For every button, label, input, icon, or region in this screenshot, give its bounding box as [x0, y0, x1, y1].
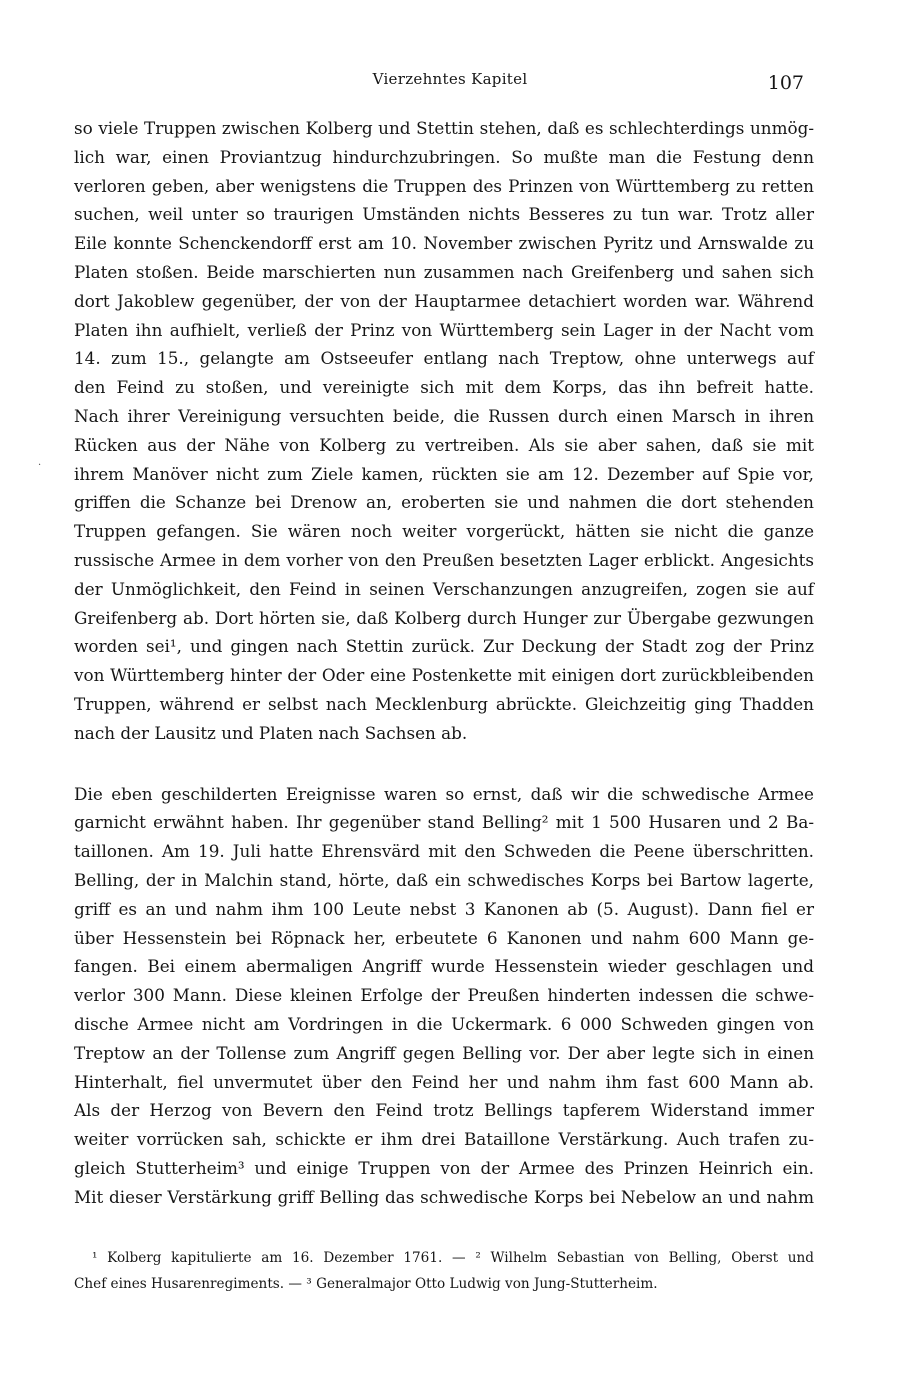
text-line: fangen. Bei einem abermaligen Angriff wurde Hessenstein wieder geschlagen und [74, 956, 814, 977]
text-line: dort Jakoblew gegenüber, der von der Hauptarmee detachiert worden war. Während [74, 290, 814, 311]
text-line: 14. zum 15., gelangte am Ostseeufer entlang nach Treptow, ohne unterwegs auf [74, 348, 814, 369]
text-line: der Unmöglichkeit, den Feind in seinen Verschanzungen anzugreifen, zogen sie auf [74, 578, 814, 599]
text-line: Truppen, während er selbst nach Mecklenburg abrückte. Gleichzeitig ging Thadden [74, 693, 814, 714]
text-line: Hinterhalt, fiel unvermutet über den Feind her und nahm ihm fast 600 Mann ab. [74, 1071, 814, 1092]
text-line: Die eben geschilderten Ereignisse waren so ernst, daß wir die schwedische Armee [74, 783, 814, 804]
text-line: Belling, der in Malchin stand, hörte, daß ein schwedisches Korps bei Bartow lagerte, [74, 869, 814, 890]
text-line: griffen die Schanze bei Drenow an, eroberten sie und nahmen die dort stehenden [74, 492, 814, 513]
text-line: Truppen gefangen. Sie wären noch weiter vorgerückt, hätten sie nicht die ganze [74, 521, 814, 542]
text-line: verlor 300 Mann. Diese kleinen Erfolge der Preußen hinderten indessen die schwe- [74, 985, 814, 1006]
paragraph-1 [74, 114, 814, 748]
paragraph-2 [74, 780, 814, 1212]
paragraph-gap [74, 748, 814, 780]
text-line: nach der Lausitz und Platen nach Sachsen ab. [74, 722, 468, 743]
text-line: Greifenberg ab. Dort hörten sie, daß Kolberg durch Hunger zur Übergabe gezwungen [74, 607, 814, 628]
text-line: Platen ihn aufhielt, verließ der Prinz von Württemberg sein Lager in der Nacht vom [74, 319, 814, 340]
text-line: über Hessenstein bei Röpnack her, erbeutete 6 Kanonen und nahm 600 Mann ge- [74, 927, 814, 948]
text-line: suchen, weil unter so traurigen Umständen nichts Besseres zu tun war. Trotz aller [74, 204, 814, 225]
text-line: garnicht erwähnt haben. Ihr gegenüber stand Belling² mit 1 500 Husaren und 2 Ba- [74, 812, 814, 833]
text-line: Rücken aus der Nähe von Kolberg zu vertreiben. Als sie aber sahen, daß sie mit [74, 434, 814, 455]
running-head: Vierzehntes Kapitel [372, 70, 528, 88]
text-line: von Württemberg hinter der Oder eine Postenkette mit einigen dort zurückbleibenden [74, 665, 814, 686]
margin-dot: · [38, 460, 42, 471]
text-line: verloren geben, aber wenigstens die Truppen des Prinzen von Württemberg zu retten [74, 175, 814, 196]
text-line: taillonen. Am 19. Juli hatte Ehrensvärd mit den Schweden die Peene überschritten. [74, 841, 814, 862]
text-line: den Feind zu stoßen, und vereinigte sich mit dem Korps, das ihn befreit hatte. [74, 377, 814, 398]
footnotes [74, 1245, 814, 1297]
text-line: worden sei¹, und gingen nach Stettin zurück. Zur Deckung der Stadt zog der Prinz [74, 636, 814, 657]
text-line: Mit dieser Verstärkung griff Belling das schwedische Korps bei Nebelow an und nahm [74, 1186, 814, 1207]
text-line: Eile konnte Schenckendorff erst am 10. November zwischen Pyritz und Arnswalde zu [74, 233, 814, 254]
text-line: Platen stoßen. Beide marschierten nun zusammen nach Greifenberg und sahen sich [74, 261, 814, 282]
text-line: ihrem Manöver nicht zum Ziele kamen, rückten sie am 12. Dezember auf Spie vor, [74, 463, 814, 484]
page-number: 107 [767, 72, 804, 94]
text-line: griff es an und nahm ihm 100 Leute nebst 3 Kanonen ab (5. August). Dann fiel er [74, 898, 814, 919]
body-text [74, 114, 814, 1211]
text-line: lich war, einen Proviantzug hindurchzubringen. So mußte man die Festung denn [74, 146, 814, 167]
text-line: gleich Stutterheim³ und einige Truppen von der Armee des Prinzen Heinrich ein. [74, 1157, 814, 1178]
text-line: Treptow an der Tollense zum Angriff gegen Belling vor. Der aber legte sich in einen [74, 1042, 814, 1063]
text-line: so viele Truppen zwischen Kolberg und Stettin stehen, daß es schlechterdings unmög- [74, 118, 814, 138]
text-line: Als der Herzog von Bevern den Feind trotz Bellings tapferem Widerstand immer [74, 1100, 814, 1121]
text-line: russische Armee in dem vorher von den Preußen besetzten Lager erblickt. Angesichts [74, 549, 814, 570]
text-line: Nach ihrer Vereinigung versuchten beide, die Russen durch einen Marsch in ihren [74, 405, 814, 426]
footnote-line: ¹ Kolberg kapitulierte am 16. Dezember 1761. — ² Wilhelm Sebastian von Belling, Oberst und [92, 1250, 814, 1266]
text-line: dische Armee nicht am Vordringen in die Uckermark. 6 000 Schweden gingen von [74, 1013, 814, 1034]
footnote-line: Chef eines Husarenregiments. — ³ Generalmajor Otto Ludwig von Jung-Stutterheim. [74, 1276, 658, 1292]
text-line: weiter vorrücken sah, schickte er ihm drei Bataillone Verstärkung. Auch trafen zu- [74, 1129, 814, 1150]
